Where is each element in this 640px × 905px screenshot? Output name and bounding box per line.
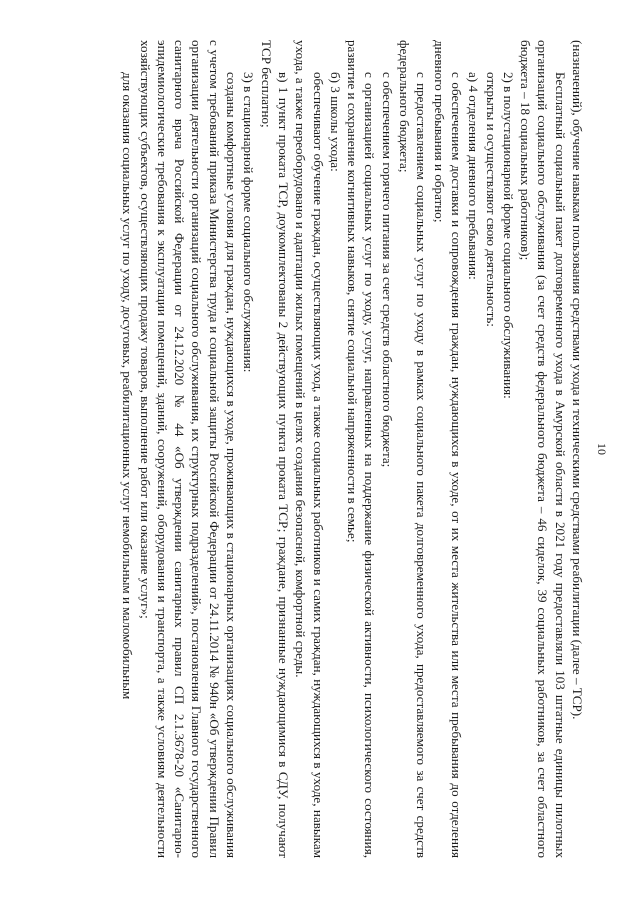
- document-body: [119, 40, 586, 858]
- paragraph: с обеспечением горячего питания за счет средств областного бюджета;: [379, 72, 395, 468]
- paragraph: открыты и осуществляют свою деятельность:: [483, 72, 499, 327]
- rotated-text-block: [58, 40, 609, 858]
- paragraph: с организацией социальных услуг по уходу, услуг, направленных на поддержание физической активности, психологического состояния, развитие и сохранение когнитивных навыков, снятие социальной напряженности в семье;: [345, 40, 378, 858]
- page-number: 10: [595, 443, 609, 455]
- paragraph: для оказания социальных услуг по уходу, досуговых, реабилитационных услуг немобильным и маломобильным: [120, 72, 136, 700]
- paragraph: Бесплатный социальный пакет долговременного ухода в Амурской области в 2021 году предоставляли 103 штатные единицы пилотных организаций социального обслуживания (за счет средств федерального бюджета – 46 сиделок, 39 социальных работников, за счет областного бюджета – 18 социальных работников);: [518, 40, 568, 858]
- paragraph: созданы комфортные условия для граждан, нуждающихся в уходе, проживающих в стационарных организациях социального обслуживания с учетом требований приказа Министерства труда и социальной защиты Российской Федерации от 24.11.2014 № 940н «Об утверждении Правил организации деятельности организаций социального обслуживания, их структурных подразделений», постановления Главного государственного санитарного врача Российской Федерации от 24.12.2020 № 44 «Об утверждении санитарных правил СП 2.1.3678-20 «Санитарно-эпидемиологические требования к эксплуатации помещений, зданий, сооружений, оборудования и транспорта, а также условиям деятельности хозяйствующих субъектов, осуществляющих продажу товаров, выполнение работ или оказание услуг»;: [137, 40, 240, 858]
- paragraph: 3) в стационарной форме социального обслуживания:: [241, 72, 257, 373]
- paragraph: 2) в полустационарной форме социального обслуживания:: [500, 72, 516, 399]
- paragraph: (назначений), обучение навыкам пользования средствами ухода и техническими средствами реабилитации (далее – ТСР).: [570, 40, 585, 720]
- paragraph: с предоставлением социальных услуг по уходу в рамках социального пакета долговременного ухода, предоставляемого за счет средств федерального бюджета;: [397, 40, 430, 858]
- paragraph: в) 1 пункт проката ТСР, доукомплектованы 2 действующих пункта проката ТСР; граждане, признанные нуждающимися в СДУ, получают ТСР бесплатно;: [258, 40, 291, 858]
- paragraph: обеспечивают обучение граждан, осуществляющих уход, а также социальных работников и самих граждан, нуждающихся в уходе, навыкам ухода, а также переоборудовано и адаптации жилых помещений в целях создания безопасной, комфортной среды.: [293, 40, 326, 858]
- paragraph: б) 3 школы ухода:: [327, 72, 343, 172]
- paragraph: а) 4 отделения дневного пребывания:: [466, 72, 482, 280]
- paragraph: с обеспечением доставки и сопровождения граждан, нуждающихся в уходе, от их места жительства или места пребывания до отделения дневного пребывания и обратно;: [431, 40, 464, 858]
